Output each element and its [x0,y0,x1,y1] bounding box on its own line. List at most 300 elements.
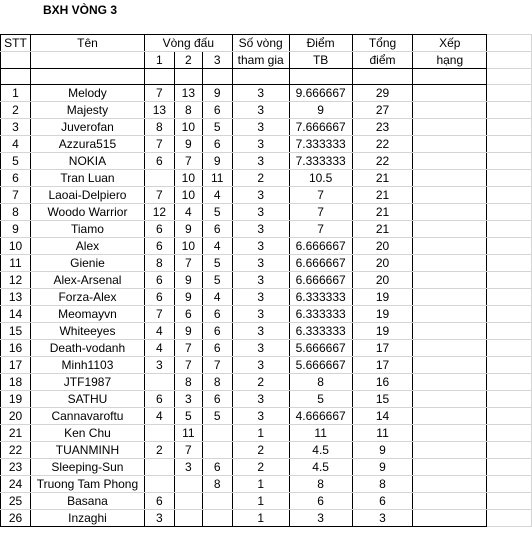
cell-tong[interactable]: 6 [352,493,413,510]
cell-v2[interactable]: 10 [174,187,202,204]
cell-xep-hang[interactable] [413,459,487,476]
cell-v3[interactable]: 4 [202,289,232,306]
cell-tong[interactable]: 15 [352,391,413,408]
header-stt[interactable]: STT [1,35,31,52]
cell-xep-hang[interactable] [413,136,487,153]
empty-cell[interactable] [487,187,532,204]
cell-v2[interactable]: 9 [174,289,202,306]
table-row [1,119,532,136]
cell-so[interactable]: 3 [232,153,289,170]
cell-v3[interactable] [202,425,232,442]
cell-v1[interactable]: 13 [144,102,174,119]
cell-tb[interactable]: 4.5 [289,459,352,476]
cell-so[interactable]: 2 [232,374,289,391]
header-ten[interactable]: Tên [30,35,144,52]
cell-tong[interactable]: 19 [352,289,413,306]
cell-tb[interactable]: 6.333333 [289,323,352,340]
cell-xep-hang[interactable] [413,340,487,357]
cell-v1[interactable]: 8 [144,255,174,272]
cell-v2[interactable]: 13 [174,85,202,102]
empty-cell[interactable] [144,69,174,85]
empty-cell[interactable] [30,69,144,85]
cell-tong[interactable]: 27 [352,102,413,119]
cell-v3[interactable]: 7 [202,357,232,374]
cell-v2[interactable]: 7 [174,442,202,459]
cell-xep-hang[interactable] [413,153,487,170]
cell-v2[interactable]: 9 [174,221,202,238]
header-vong-1[interactable]: 1 [144,52,174,69]
table-row [1,221,532,238]
cell-tb[interactable]: 11 [289,425,352,442]
cell-ten[interactable]: Cannavaroftu [30,408,144,425]
cell-stt[interactable]: 18 [1,374,31,391]
cell-v1[interactable]: 6 [144,272,174,289]
empty-cell[interactable] [487,35,532,52]
cell-tong[interactable]: 9 [352,459,413,476]
cell-v1[interactable] [144,459,174,476]
cell-ten[interactable]: JTF1987 [30,374,144,391]
cell-stt[interactable]: 4 [1,136,31,153]
cell-tb[interactable]: 8 [289,374,352,391]
cell-ten[interactable]: Forza-Alex [30,289,144,306]
cell-v3[interactable] [202,493,232,510]
empty-cell[interactable] [487,408,532,425]
cell-tong[interactable]: 23 [352,119,413,136]
cell-v2[interactable]: 3 [174,391,202,408]
empty-cell[interactable] [487,357,532,374]
cell-tb[interactable]: 5.666667 [289,357,352,374]
cell-v2[interactable]: 5 [174,408,202,425]
cell-tong[interactable]: 21 [352,204,413,221]
cell-v3[interactable]: 9 [202,153,232,170]
empty-cell[interactable] [487,391,532,408]
empty-cell[interactable] [487,493,532,510]
cell-v1[interactable] [144,476,174,493]
cell-so[interactable]: 3 [232,408,289,425]
empty-cell[interactable] [487,442,532,459]
cell-v1[interactable]: 6 [144,221,174,238]
empty-cell[interactable] [232,69,289,85]
header-row-1 [1,35,532,52]
cell-xep-hang[interactable] [413,425,487,442]
cell-v1[interactable]: 6 [144,493,174,510]
cell-stt[interactable]: 6 [1,170,31,187]
cell-stt[interactable]: 19 [1,391,31,408]
table-row [1,425,532,442]
header-tong[interactable]: Tổng [352,35,413,52]
empty-cell[interactable] [487,170,532,187]
cell-v3[interactable]: 5 [202,255,232,272]
empty-cell[interactable] [487,153,532,170]
cell-v2[interactable] [174,510,202,527]
cell-so[interactable]: 1 [232,493,289,510]
cell-v1[interactable] [144,425,174,442]
cell-ten[interactable]: Majesty [30,102,144,119]
cell-xep-hang[interactable] [413,306,487,323]
cell-v2[interactable]: 4 [174,204,202,221]
cell-so[interactable]: 2 [232,442,289,459]
cell-xep-hang[interactable] [413,374,487,391]
empty-cell[interactable] [487,69,532,85]
cell-ten[interactable]: Tran Luan [30,170,144,187]
cell-stt[interactable]: 12 [1,272,31,289]
cell-v1[interactable]: 6 [144,289,174,306]
empty-cell[interactable] [413,69,487,85]
empty-cell[interactable] [487,323,532,340]
cell-v3[interactable]: 5 [202,119,232,136]
cell-v1[interactable]: 3 [144,510,174,527]
cell-v2[interactable]: 7 [174,357,202,374]
cell-xep-hang[interactable] [413,323,487,340]
cell-stt[interactable]: 23 [1,459,31,476]
cell-xep-hang[interactable] [413,170,487,187]
cell-tong[interactable]: 3 [352,510,413,527]
cell-so[interactable]: 3 [232,102,289,119]
header-ten-sub[interactable] [30,52,144,69]
cell-v1[interactable]: 2 [144,442,174,459]
cell-tb[interactable]: 9.666667 [289,85,352,102]
cell-tong[interactable]: 19 [352,323,413,340]
empty-cell[interactable] [487,255,532,272]
cell-tb[interactable]: 7.333333 [289,153,352,170]
cell-ten[interactable]: Azzura515 [30,136,144,153]
cell-so[interactable]: 3 [232,204,289,221]
cell-v1[interactable]: 4 [144,340,174,357]
empty-cell[interactable] [487,272,532,289]
cell-xep-hang[interactable] [413,289,487,306]
cell-v2[interactable]: 8 [174,102,202,119]
header-diem[interactable]: Điểm [289,35,352,52]
cell-so[interactable]: 3 [232,391,289,408]
cell-stt[interactable]: 2 [1,102,31,119]
cell-v2[interactable]: 3 [174,459,202,476]
cell-so[interactable]: 3 [232,238,289,255]
cell-tong[interactable]: 20 [352,272,413,289]
cell-stt[interactable]: 13 [1,289,31,306]
table-row [1,153,532,170]
cell-tb[interactable]: 3 [289,510,352,527]
cell-tb[interactable]: 7.666667 [289,119,352,136]
cell-so[interactable]: 2 [232,459,289,476]
cell-tb[interactable]: 7 [289,221,352,238]
cell-ten[interactable]: Juverofan [30,119,144,136]
cell-tong[interactable]: 21 [352,170,413,187]
cell-so[interactable]: 3 [232,340,289,357]
cell-stt[interactable]: 25 [1,493,31,510]
cell-v1[interactable]: 3 [144,357,174,374]
cell-xep-hang[interactable] [413,408,487,425]
cell-tb[interactable]: 5 [289,391,352,408]
cell-so[interactable]: 3 [232,272,289,289]
cell-so[interactable]: 1 [232,510,289,527]
cell-v2[interactable]: 9 [174,136,202,153]
cell-xep-hang[interactable] [413,119,487,136]
cell-tong[interactable]: 20 [352,255,413,272]
cell-v1[interactable]: 7 [144,306,174,323]
empty-cell[interactable] [487,476,532,493]
cell-so[interactable]: 2 [232,170,289,187]
cell-stt[interactable]: 9 [1,221,31,238]
empty-cell[interactable] [487,425,532,442]
cell-v1[interactable] [144,170,174,187]
cell-tb[interactable]: 6 [289,493,352,510]
cell-stt[interactable]: 3 [1,119,31,136]
cell-stt[interactable]: 21 [1,425,31,442]
cell-v1[interactable]: 12 [144,204,174,221]
cell-v2[interactable]: 7 [174,153,202,170]
cell-ten[interactable]: Sleeping-Sun [30,459,144,476]
empty-cell[interactable] [487,238,532,255]
cell-xep-hang[interactable] [413,187,487,204]
cell-tong[interactable]: 21 [352,187,413,204]
cell-tong[interactable]: 11 [352,425,413,442]
header-stt-sub[interactable] [1,52,31,69]
cell-xep-hang[interactable] [413,85,487,102]
header-xep[interactable]: Xếp [413,35,487,52]
cell-tb[interactable]: 4.666667 [289,408,352,425]
cell-xep-hang[interactable] [413,204,487,221]
empty-cell[interactable] [174,69,202,85]
cell-ten[interactable]: Alex [30,238,144,255]
cell-stt[interactable]: 26 [1,510,31,527]
cell-v1[interactable]: 6 [144,238,174,255]
cell-tong[interactable]: 19 [352,306,413,323]
empty-cell[interactable] [487,136,532,153]
cell-so[interactable]: 3 [232,357,289,374]
cell-ten[interactable]: Whiteeyes [30,323,144,340]
cell-ten[interactable]: Laoai-Delpiero [30,187,144,204]
cell-stt[interactable]: 15 [1,323,31,340]
cell-tb[interactable]: 6.333333 [289,306,352,323]
cell-xep-hang[interactable] [413,357,487,374]
cell-so[interactable]: 3 [232,85,289,102]
cell-v3[interactable]: 8 [202,374,232,391]
cell-tong[interactable]: 29 [352,85,413,102]
empty-cell[interactable] [487,374,532,391]
cell-xep-hang[interactable] [413,238,487,255]
cell-ten[interactable]: NOKIA [30,153,144,170]
cell-tong[interactable]: 22 [352,153,413,170]
cell-v1[interactable] [144,374,174,391]
empty-cell[interactable] [487,510,532,527]
cell-v2[interactable]: 9 [174,272,202,289]
cell-stt[interactable]: 11 [1,255,31,272]
cell-v1[interactable]: 7 [144,187,174,204]
empty-cell[interactable] [352,69,413,85]
cell-v2[interactable]: 8 [174,374,202,391]
cell-stt[interactable]: 17 [1,357,31,374]
cell-so[interactable]: 3 [232,255,289,272]
empty-cell[interactable] [487,306,532,323]
cell-ten[interactable]: Minh1103 [30,357,144,374]
cell-stt[interactable]: 24 [1,476,31,493]
cell-tb[interactable]: 5.666667 [289,340,352,357]
cell-so[interactable]: 3 [232,323,289,340]
cell-tong[interactable]: 17 [352,340,413,357]
cell-v3[interactable]: 6 [202,323,232,340]
cell-v3[interactable]: 6 [202,306,232,323]
cell-ten[interactable]: TUANMINH [30,442,144,459]
cell-tb[interactable]: 7.333333 [289,136,352,153]
cell-v3[interactable]: 9 [202,85,232,102]
header-tb[interactable]: TB [289,52,352,69]
cell-tong[interactable]: 9 [352,442,413,459]
cell-v3[interactable]: 5 [202,408,232,425]
cell-ten[interactable]: Ken Chu [30,425,144,442]
table-row [1,255,532,272]
cell-ten[interactable]: Alex-Arsenal [30,272,144,289]
empty-cell[interactable] [487,204,532,221]
cell-v3[interactable]: 6 [202,340,232,357]
cell-so[interactable]: 3 [232,221,289,238]
cell-tb[interactable]: 6.666667 [289,238,352,255]
cell-v3[interactable]: 8 [202,476,232,493]
cell-ten[interactable]: Gienie [30,255,144,272]
cell-v1[interactable]: 7 [144,136,174,153]
cell-tb[interactable]: 4.5 [289,442,352,459]
cell-so[interactable]: 3 [232,119,289,136]
cell-v3[interactable]: 5 [202,272,232,289]
cell-v3[interactable]: 6 [202,221,232,238]
cell-xep-hang[interactable] [413,391,487,408]
cell-v2[interactable]: 10 [174,170,202,187]
empty-cell[interactable] [487,119,532,136]
cell-stt[interactable]: 22 [1,442,31,459]
cell-v2[interactable]: 6 [174,306,202,323]
cell-v3[interactable]: 6 [202,102,232,119]
cell-so[interactable]: 1 [232,425,289,442]
cell-xep-hang[interactable] [413,442,487,459]
cell-tb[interactable]: 9 [289,102,352,119]
cell-xep-hang[interactable] [413,510,487,527]
cell-tb[interactable]: 6.666667 [289,255,352,272]
cell-v3[interactable]: 4 [202,187,232,204]
cell-tong[interactable]: 21 [352,221,413,238]
cell-v3[interactable]: 11 [202,170,232,187]
cell-stt[interactable]: 10 [1,238,31,255]
cell-xep-hang[interactable] [413,493,487,510]
header-vong-3[interactable]: 3 [202,52,232,69]
cell-tb[interactable]: 6.333333 [289,289,352,306]
table-row [1,493,532,510]
cell-v2[interactable]: 11 [174,425,202,442]
table-row [1,102,532,119]
header-diem-sub[interactable]: điểm [352,52,413,69]
header-tham-gia[interactable]: tham gia [232,52,289,69]
cell-stt[interactable]: 1 [1,85,31,102]
cell-ten[interactable]: Meomayvn [30,306,144,323]
cell-v3[interactable] [202,510,232,527]
cell-v2[interactable]: 7 [174,340,202,357]
cell-xep-hang[interactable] [413,255,487,272]
cell-xep-hang[interactable] [413,221,487,238]
cell-ten[interactable]: Tiamo [30,221,144,238]
cell-stt[interactable]: 20 [1,408,31,425]
table-row [1,238,532,255]
cell-so[interactable]: 1 [232,476,289,493]
cell-v3[interactable]: 4 [202,238,232,255]
cell-v2[interactable] [174,493,202,510]
cell-v2[interactable]: 9 [174,323,202,340]
cell-v3[interactable]: 6 [202,391,232,408]
cell-tong[interactable]: 20 [352,238,413,255]
cell-tong[interactable]: 8 [352,476,413,493]
empty-cell[interactable] [289,69,352,85]
table-row [1,374,532,391]
empty-cell[interactable] [487,221,532,238]
empty-cell[interactable] [487,340,532,357]
cell-xep-hang[interactable] [413,272,487,289]
empty-cell[interactable] [1,69,31,85]
cell-stt[interactable]: 8 [1,204,31,221]
cell-v1[interactable]: 4 [144,408,174,425]
cell-tong[interactable]: 17 [352,357,413,374]
cell-stt[interactable]: 5 [1,153,31,170]
cell-v1[interactable]: 8 [144,119,174,136]
cell-v2[interactable] [174,476,202,493]
cell-xep-hang[interactable] [413,476,487,493]
empty-cell[interactable] [487,289,532,306]
cell-ten[interactable]: Basana [30,493,144,510]
cell-v2[interactable]: 10 [174,238,202,255]
cell-so[interactable]: 3 [232,187,289,204]
cell-tb[interactable]: 10.5 [289,170,352,187]
cell-v2[interactable]: 7 [174,255,202,272]
cell-v3[interactable]: 5 [202,204,232,221]
cell-so[interactable]: 3 [232,289,289,306]
cell-tb[interactable]: 7 [289,187,352,204]
cell-v3[interactable]: 6 [202,136,232,153]
cell-tb[interactable]: 7 [289,204,352,221]
table-row [1,442,532,459]
header-vong-2[interactable]: 2 [174,52,202,69]
cell-v1[interactable]: 6 [144,153,174,170]
cell-tb[interactable]: 8 [289,476,352,493]
cell-stt[interactable]: 14 [1,306,31,323]
cell-v1[interactable]: 6 [144,391,174,408]
cell-v2[interactable]: 10 [174,119,202,136]
table-row [1,187,532,204]
cell-stt[interactable]: 16 [1,340,31,357]
cell-v1[interactable]: 4 [144,323,174,340]
empty-cell[interactable] [487,52,532,69]
cell-tong[interactable]: 22 [352,136,413,153]
empty-cell[interactable] [487,85,532,102]
header-so-vong[interactable]: Số vòng [232,35,289,52]
empty-cell[interactable] [202,69,232,85]
cell-so[interactable]: 3 [232,306,289,323]
cell-ten[interactable]: Woodo Warrior [30,204,144,221]
cell-v1[interactable]: 7 [144,85,174,102]
header-vong-dau[interactable]: Vòng đấu [144,35,232,52]
cell-ten[interactable]: SATHU [30,391,144,408]
empty-cell[interactable] [487,459,532,476]
cell-ten[interactable]: Melody [30,85,144,102]
cell-stt[interactable]: 7 [1,187,31,204]
cell-tong[interactable]: 14 [352,408,413,425]
cell-tong[interactable]: 16 [352,374,413,391]
cell-ten[interactable]: Truong Tam Phong [30,476,144,493]
cell-ten[interactable]: Inzaghi [30,510,144,527]
cell-v3[interactable] [202,442,232,459]
cell-tb[interactable]: 6.666667 [289,272,352,289]
header-hang[interactable]: hạng [413,52,487,69]
empty-cell[interactable] [487,102,532,119]
cell-ten[interactable]: Death-vodanh [30,340,144,357]
cell-so[interactable]: 3 [232,136,289,153]
cell-xep-hang[interactable] [413,102,487,119]
cell-v3[interactable]: 6 [202,459,232,476]
